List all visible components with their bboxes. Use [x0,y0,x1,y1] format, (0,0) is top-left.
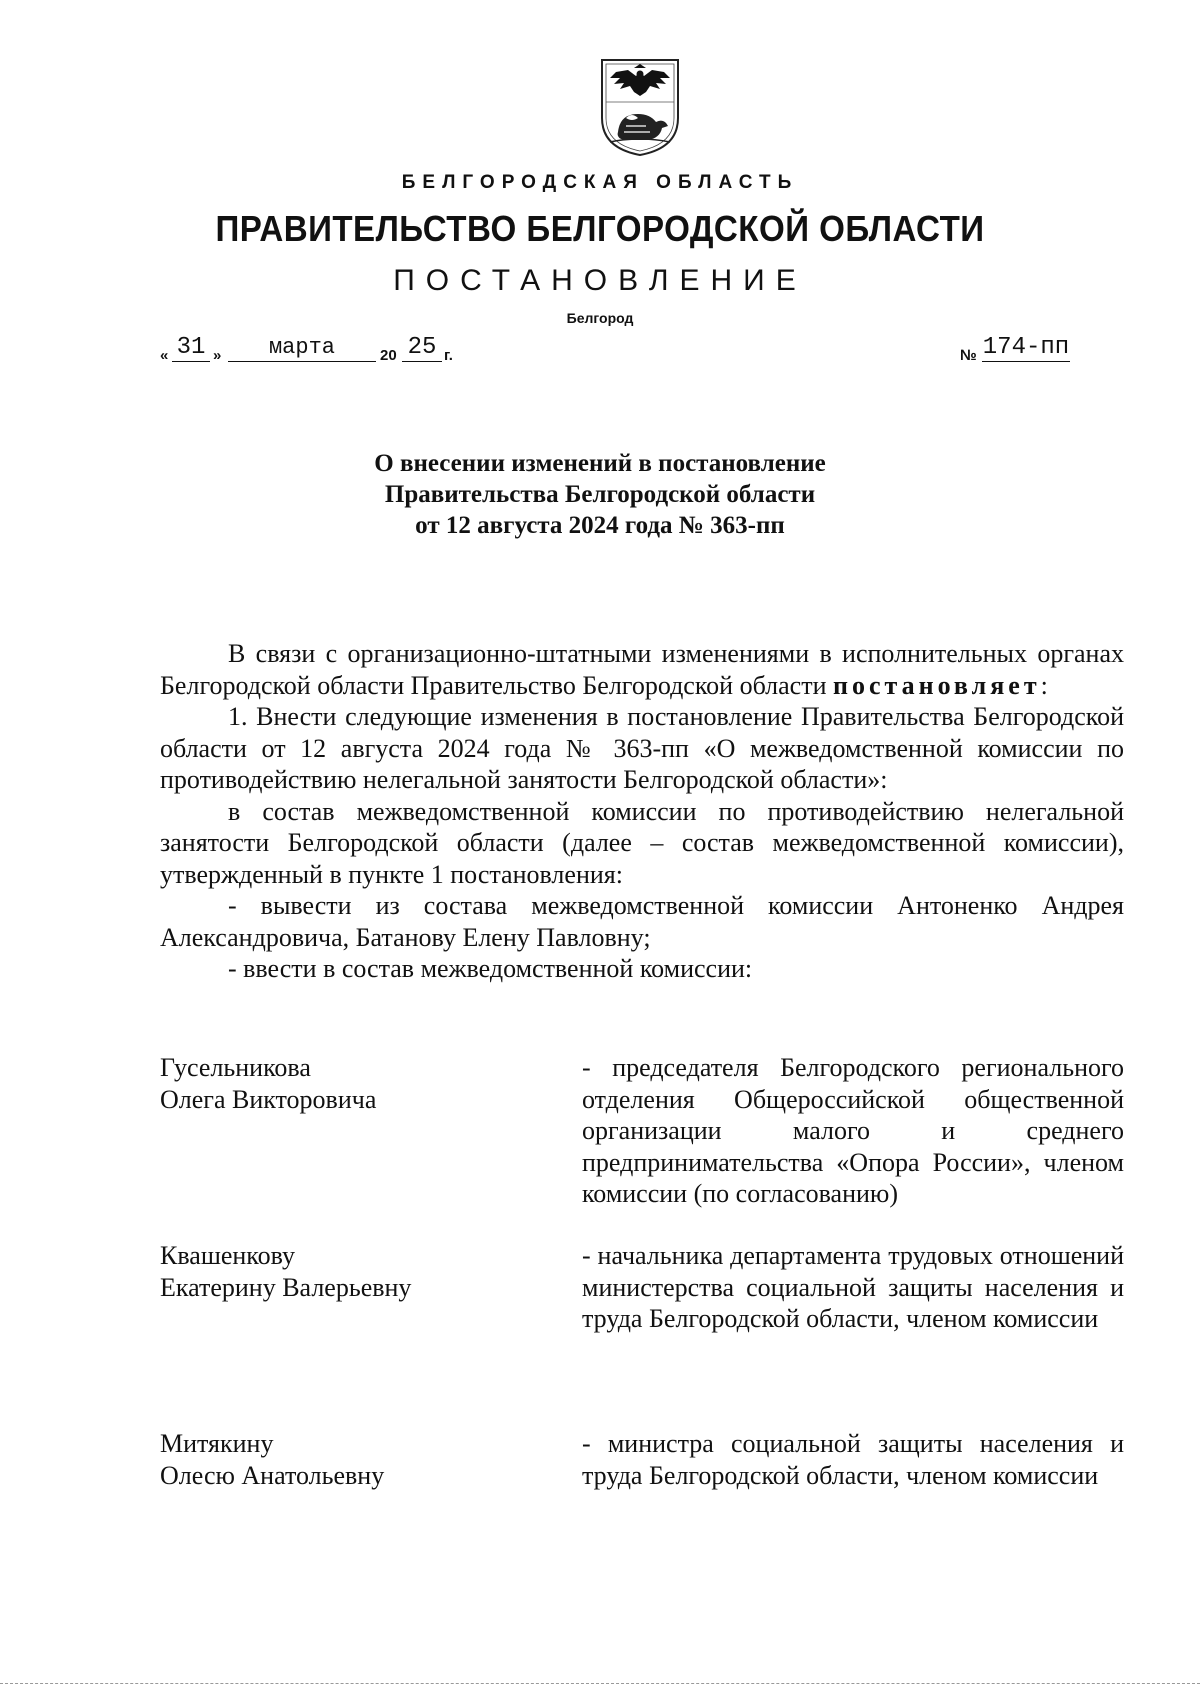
preamble-paragraph [160,638,1124,701]
remove-members-paragraph: - вывести из состава межведомственной комиссии Антоненко Андрея Александровича, Батанову Елену Павловну; [160,891,1124,952]
member-surname: Митякину [160,1429,274,1458]
add-members-paragraph: - ввести в состав межведомственной комиссии: [228,954,753,983]
date-year-abbr: г. [444,347,453,364]
document-body [160,638,1124,985]
member-entry [160,1240,1124,1428]
city-label: Белгород [566,310,634,326]
member-name [160,1240,560,1303]
date-day: 31 [172,335,210,362]
title-line-3: от 12 августа 2024 года № 363-пп [415,512,785,539]
member-entry [160,1052,1124,1240]
document-number: 174-пп [982,334,1070,361]
item-1-paragraph: 1. Внести следующие изменения в постановление Правительства Белгородской области от 12 августа 2024 года № 363-пп «О межведомственной комиссии по противодействию нелегальной занятости Белгородской области»: [160,702,1124,794]
document-title [0,448,1200,541]
member-given-names: Олесю Анатольевну [160,1460,385,1490]
document-number-label: № [960,347,977,364]
member-role: - начальника департамента трудовых отношений министерства социальной защиты населения и труда Белгородской области, членом комиссии [582,1241,1124,1333]
member-role: - министра социальной защиты населения и труда Белгородской области, членом комиссии [582,1429,1124,1490]
preamble-text: В связи с организационно-штатными изменениями в исполнительных органах Белгородской области Правительство Белгородской области [160,639,1124,700]
date-close-quote: » [213,347,222,364]
document-type-heading: ПОСТАНОВЛЕНИЕ [393,264,807,297]
dateline [160,334,1120,364]
member-name [160,1428,560,1491]
title-line-2: Правительства Белгородской области [384,481,816,508]
decree-word: постановляет [832,670,1041,700]
member-given-names: Олега Викторовича [160,1084,377,1114]
decree-colon: : [1040,670,1048,700]
government-heading: ПРАВИТЕЛЬСТВО БЕЛГОРОДСКОЙ ОБЛАСТИ [215,208,985,249]
member-surname: Квашенкову [160,1241,295,1270]
region-heading: БЕЛГОРОДСКАЯ ОБЛАСТЬ [401,172,799,193]
members-list [160,1052,1124,1616]
date-month: марта [228,335,376,362]
date-year-prefix: 20 [380,347,397,364]
date-open-quote: « [160,347,169,364]
date-year-suffix: 25 [402,335,442,362]
member-role: - председателя Белгородского регионального отделения Общероссийской общественной организации малого и среднего предпринимательства «Опора России», членом комиссии (по согласованию) [582,1053,1124,1208]
member-entry [160,1428,1124,1616]
member-name [160,1052,560,1115]
composition-paragraph: в состав межведомственной комиссии по противодействию нелегальной занятости Белгородской области (далее – состав межведомственной комиссии), утвержденный в пункте 1 постановления: [160,796,1124,889]
member-surname: Гусельникова [160,1053,311,1082]
member-given-names: Екатерину Валерьевну [160,1272,412,1302]
page-bottom-divider [0,1683,1200,1684]
coat-of-arms-icon [598,56,682,158]
title-line-1: О внесении изменений в постановление [374,450,826,477]
